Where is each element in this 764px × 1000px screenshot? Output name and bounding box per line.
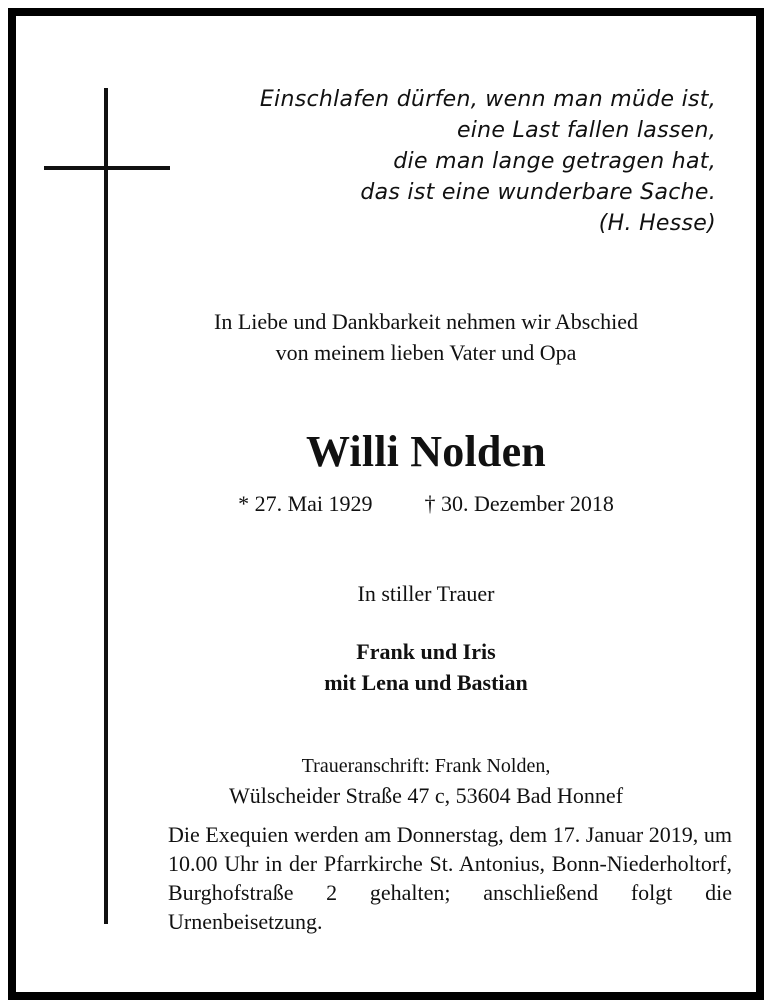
family-names bbox=[136, 636, 716, 698]
family-line: mit Lena und Bastian bbox=[324, 670, 528, 695]
quote-line: die man lange getragen hat, bbox=[393, 149, 716, 174]
birth-date: * 27. Mai 1929 bbox=[238, 491, 373, 516]
quote-line: das ist eine wunderbare Sache. bbox=[360, 180, 716, 205]
quote-author: (H. Hesse) bbox=[598, 211, 716, 236]
funeral-service-notice: Die Exequien werden am Donnerstag, dem 17. Januar 2019, um 10.00 Uhr in der Pfarrkirche St. Antonius, Bonn-Niederholtorf, Burghofstraße 2 gehalten; anschließend folgt die Urnenbeisetzung. bbox=[168, 822, 732, 934]
mourning-label: In stiller Trauer bbox=[357, 581, 495, 606]
farewell-intro bbox=[136, 306, 716, 368]
death-date: † 30. Dezember 2018 bbox=[424, 491, 614, 516]
cross-icon-bar bbox=[44, 166, 170, 170]
quote-line: Einschlafen dürfen, wenn man müde ist, bbox=[259, 87, 716, 112]
cross-icon bbox=[104, 88, 108, 924]
hesse-quote bbox=[196, 84, 716, 239]
address-line: Wülscheider Straße 47 c, 53604 Bad Honnef bbox=[228, 783, 624, 808]
obituary-card bbox=[8, 8, 764, 1000]
quote-line: eine Last fallen lassen, bbox=[456, 118, 716, 143]
family-line: Frank und Iris bbox=[356, 639, 496, 664]
deceased-name: Willi Nolden bbox=[306, 427, 546, 476]
address-line: Traueranschrift: Frank Nolden, bbox=[301, 755, 551, 777]
intro-line: In Liebe und Dankbarkeit nehmen wir Abschied bbox=[214, 309, 638, 334]
mourning-address bbox=[136, 751, 716, 811]
intro-line: von meinem lieben Vater und Opa bbox=[275, 340, 577, 365]
life-dates bbox=[136, 488, 716, 519]
